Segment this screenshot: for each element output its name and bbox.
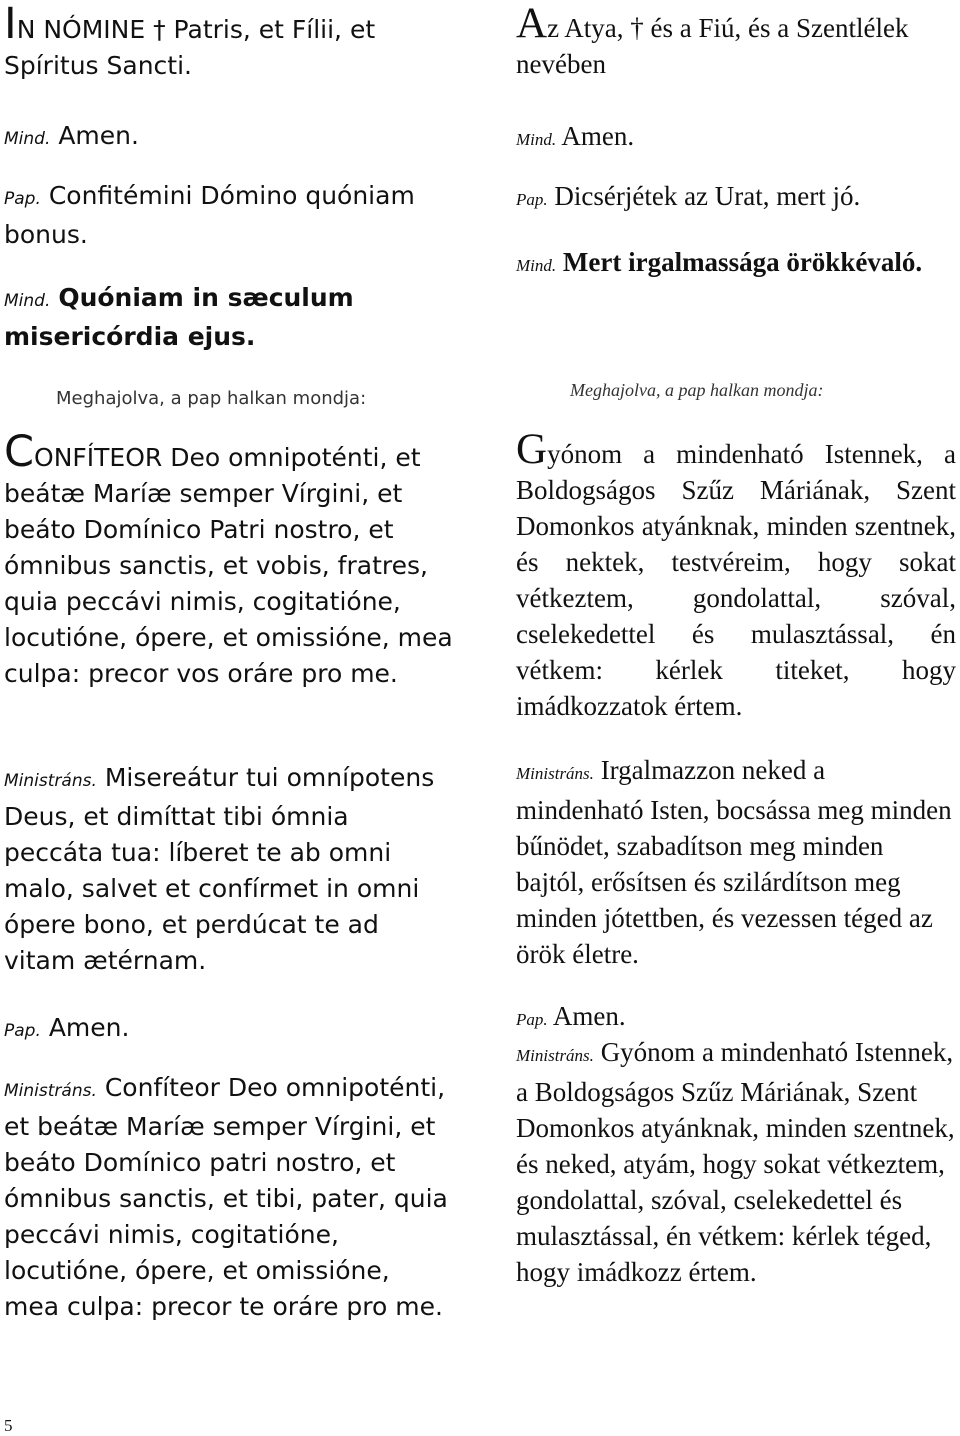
hungarian-confiteor: Gyónom a mindenható Istennek, a Boldogságos Szűz Máriának, Szent Domonkos atyánknak, minden szentnek, és nektek, testvéreim, hogy sokat vétkeztem, gondolattal, szóval, cselekedettel és mulasztással, én vétkem: kérlek titeket, hogy imádkozzatok értem. [516,426,956,721]
hungarian-invocation: Az Atya, † és a Fiú, és a Szentlélek nevében [516,0,909,79]
latin-confiteor: CONFÍTEOR Deo omnipoténti, et beátæ Maríæ semper Vírgini, et beáto Domínico Patri nostro, et ómnibus sanctis, et vobis, fratres, quia peccávi nimis, cogitatióne, locutióne, ópere, et omissióne, mea culpa: precor vos oráre pro me. [4,427,453,688]
speaker-label: Mind. [516,130,557,149]
speaker-label: Ministráns. [4,1081,97,1101]
speaker-label: Mind. [4,129,51,149]
speaker-label: Ministráns. [4,771,97,791]
hungarian-confiteor-ministrans: Ministráns. Gyónom a mindenható Istennek, a Boldogságos Szűz Máriának, Szent Domonkos atyánknak, minden szentnek, és neked, atyám, hogy sokat vétkeztem, gondolattal, szóval, cselekedettel és mulasztással, én vétkem: kérlek téged, hogy imádkozz értem. [516,1037,955,1287]
hungarian-initial: G [516,426,548,473]
latin-invocation: IN NÓMINE † Patris, et Fílii, et Spíritus Sancti. [4,0,376,80]
speaker-label: Ministráns. [516,1046,594,1065]
hungarian-rubric: Meghajolva, a pap halkan mondja: [570,380,824,400]
speaker-label: Pap. [4,189,41,209]
speaker-label: Ministráns. [516,764,594,783]
latin-response: Mind. Quóniam in sæculum misericórdia ejus. [4,283,354,351]
latin-initial: C [4,427,35,477]
hungarian-response: Mind. Mert irgalmassága örökkévaló. [516,247,923,277]
hungarian-priest-amen: Pap. Amen. [516,1001,626,1031]
hungarian-initial: A [516,0,548,47]
latin-misereatur: Ministráns. Misereátur tui omnípotens Deus, et dimíttat tibi ómnia peccáta tua: líberet te ab omni malo, salvet et confírmet in omni ópere bono, et perdúcat te ad vitam ætérnam. [4,763,435,975]
speaker-label: Pap. [516,1010,548,1029]
latin-versicle: Pap. Confitémini Dómino quóniam bonus. [4,181,415,249]
hungarian-misereatur: Ministráns. Irgalmazzon neked a mindenható Isten, bocsássa meg minden bűnödet, szabadítson meg minden bajtól, erősítsen és szilárdítson meg minden jótettben, és vezessen téged az örök életre. [516,755,952,969]
speaker-label: Pap. [516,190,548,209]
hungarian-response-amen: Mind. Amen. [516,121,635,151]
speaker-label: Mind. [4,291,51,311]
page-number: 5 [4,1416,13,1435]
latin-response-amen: Mind. Amen. [4,121,139,150]
speaker-label: Mind. [516,256,557,275]
latin-priest-amen: Pap. Amen. [4,1013,130,1042]
latin-initial: I [4,0,17,49]
latin-confiteor-ministrans: Ministráns. Confíteor Deo omnipoténti, et beátæ Maríæ semper Vírgini, et beáto Domínico patri nostro, et ómnibus sanctis, et tibi, pater, quia peccávi nimis, cogitatióne, locutióne, ópere, et omissióne, mea culpa: precor te oráre pro me. [4,1073,448,1321]
latin-rubric: Meghajolva, a pap halkan mondja: [56,388,367,409]
hungarian-versicle: Pap. Dicsérjétek az Urat, mert jó. [516,181,861,211]
speaker-label: Pap. [4,1021,41,1041]
